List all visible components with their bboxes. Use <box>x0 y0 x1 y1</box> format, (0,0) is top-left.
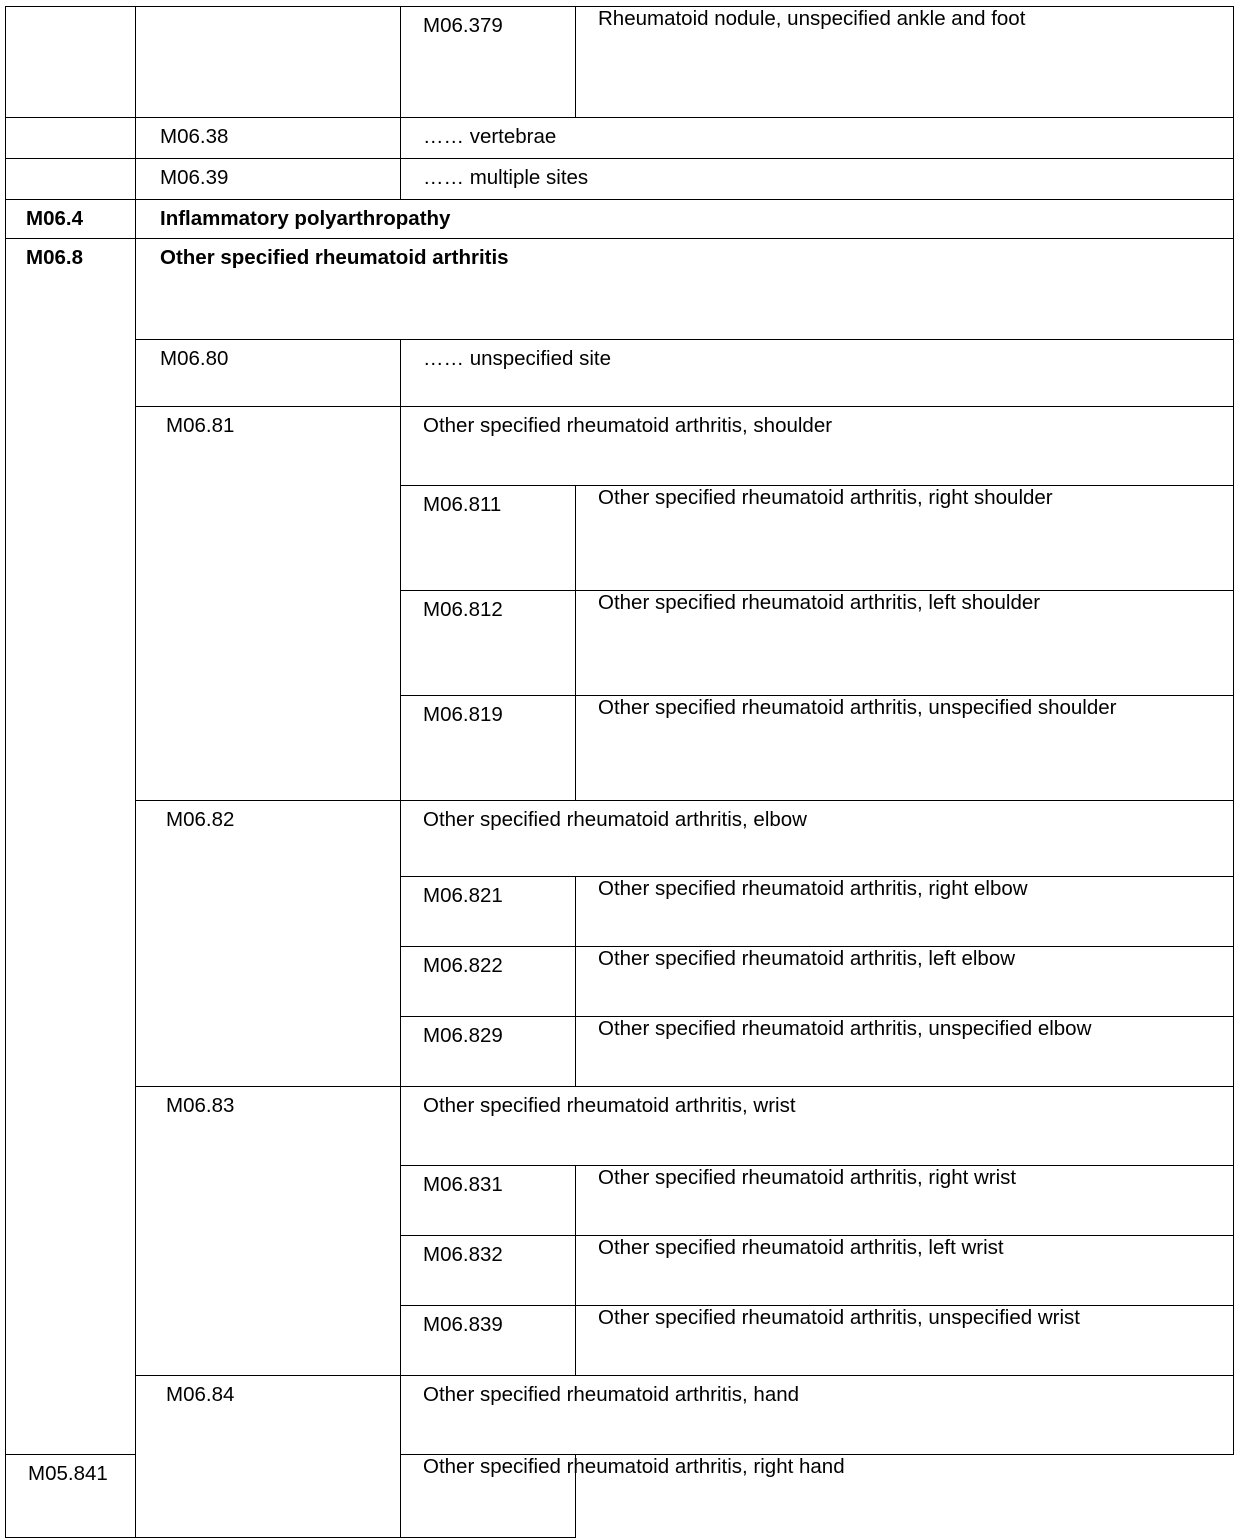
cell-desc-m06832 <box>576 1236 1234 1306</box>
description-text: Other specified rheumatoid arthritis, elbow <box>423 808 807 831</box>
cell-code-m0683 <box>136 1087 401 1376</box>
code-text: M05.841 <box>28 1462 108 1485</box>
cell-code-m0684 <box>136 1376 401 1538</box>
cell-code-m068 <box>6 239 136 1455</box>
cell-code-m06819 <box>401 696 576 801</box>
cell-code-m0680 <box>136 340 401 407</box>
description-text: …… vertebrae <box>423 125 557 148</box>
cell-desc-m06819 <box>576 696 1234 801</box>
cell-desc-m0683 <box>401 1087 1234 1166</box>
description-text: Other specified rheumatoid arthritis <box>160 246 509 269</box>
code-text: M06.829 <box>423 1024 503 1047</box>
code-text: M06.839 <box>423 1313 503 1336</box>
cell-code-m06829 <box>401 1017 576 1087</box>
code-text: M06.38 <box>160 125 229 148</box>
table-row <box>6 1087 1234 1166</box>
description-text: Other specified rheumatoid arthritis, unspecified shoulder <box>598 696 1117 719</box>
code-text: M06.82 <box>166 808 235 831</box>
description-text: Other specified rheumatoid arthritis, right hand <box>423 1455 845 1478</box>
cell-code-m06379 <box>401 7 576 118</box>
code-text: M06.39 <box>160 166 229 189</box>
cell-desc-m06839 <box>576 1306 1234 1376</box>
description-text: Inflammatory polyarthropathy <box>160 207 451 230</box>
cell-desc-m06822 <box>576 947 1234 1017</box>
description-text: Other specified rheumatoid arthritis, unspecified wrist <box>598 1306 1080 1329</box>
table-row <box>6 801 1234 877</box>
table-row <box>6 1376 1234 1455</box>
code-text: M06.811 <box>423 493 502 516</box>
cell-desc-m06831 <box>576 1166 1234 1236</box>
cell-code-m06821 <box>401 877 576 947</box>
cell-desc-m06379 <box>576 7 1234 118</box>
description-text: Other specified rheumatoid arthritis, right shoulder <box>598 486 1053 509</box>
code-text: M06.4 <box>26 207 83 230</box>
code-text: M06.812 <box>423 598 503 621</box>
description-text: Other specified rheumatoid arthritis, wrist <box>423 1094 796 1117</box>
cell-code-m06832 <box>401 1236 576 1306</box>
description-text: …… multiple sites <box>423 166 589 189</box>
cell-desc-m06811 <box>576 486 1234 591</box>
icd-code-table <box>5 6 1234 1538</box>
cell-desc-m05841 <box>401 1455 845 1538</box>
code-text: M06.379 <box>423 14 503 37</box>
cell-desc-m0680 <box>401 340 1234 407</box>
cell-desc-m06821 <box>576 877 1234 947</box>
cell-desc-m0681 <box>401 407 1234 486</box>
code-text: M06.83 <box>166 1094 235 1117</box>
cell-desc-m0638 <box>401 118 1234 159</box>
code-text: M06.81 <box>166 414 235 437</box>
cell-code-m05841 <box>6 1455 136 1538</box>
code-text: M06.80 <box>160 347 229 370</box>
code-text: M06.831 <box>423 1173 503 1196</box>
description-text: …… unspecified site <box>423 347 612 370</box>
cell-level1-empty <box>6 118 136 159</box>
table-row <box>6 7 1234 118</box>
cell-level1-empty <box>6 7 136 118</box>
description-text: Rheumatoid nodule, unspecified ankle and foot <box>598 7 1026 30</box>
description-text: Other specified rheumatoid arthritis, right wrist <box>598 1166 1017 1189</box>
cell-code-m0681 <box>136 407 401 801</box>
description-text: Other specified rheumatoid arthritis, shoulder <box>423 414 833 437</box>
table-row <box>6 407 1234 486</box>
cell-desc-m064 <box>136 200 1234 239</box>
description-text: Other specified rheumatoid arthritis, right elbow <box>598 877 1028 900</box>
cell-code-m0639 <box>136 159 401 200</box>
cell-level2-empty <box>136 7 401 118</box>
cell-code-m06831 <box>401 1166 576 1236</box>
cell-desc-m06829 <box>576 1017 1234 1087</box>
description-text: Other specified rheumatoid arthritis, left elbow <box>598 947 1016 970</box>
cell-code-m064 <box>6 200 136 239</box>
code-text: M06.84 <box>166 1383 235 1406</box>
cell-code-m0682 <box>136 801 401 1087</box>
code-text: M06.819 <box>423 703 503 726</box>
cell-level1-empty <box>6 159 136 200</box>
table-row <box>6 340 1234 407</box>
cell-desc-m0684 <box>401 1376 1234 1455</box>
description-text: Other specified rheumatoid arthritis, left shoulder <box>598 591 1041 614</box>
cell-code-m06812 <box>401 591 576 696</box>
cell-code-m06822 <box>401 947 576 1017</box>
cell-desc-m068 <box>136 239 1234 340</box>
description-text: Other specified rheumatoid arthritis, hand <box>423 1383 800 1406</box>
cell-desc-m06812 <box>576 591 1234 696</box>
table-row-header <box>6 200 1234 239</box>
code-text: M06.8 <box>26 246 83 269</box>
code-text: M06.822 <box>423 954 503 977</box>
description-text: Other specified rheumatoid arthritis, left wrist <box>598 1236 1004 1259</box>
table-row <box>6 118 1234 159</box>
cell-code-m06811 <box>401 486 576 591</box>
table-row-header <box>6 239 1234 340</box>
code-text: M06.821 <box>423 884 503 907</box>
cell-desc-m0639 <box>401 159 1234 200</box>
cell-desc-m0682 <box>401 801 1234 877</box>
cell-code-m0638 <box>136 118 401 159</box>
description-text: Other specified rheumatoid arthritis, unspecified elbow <box>598 1017 1092 1040</box>
table-row <box>6 159 1234 200</box>
code-text: M06.832 <box>423 1243 503 1266</box>
cell-code-m06839 <box>401 1306 576 1376</box>
